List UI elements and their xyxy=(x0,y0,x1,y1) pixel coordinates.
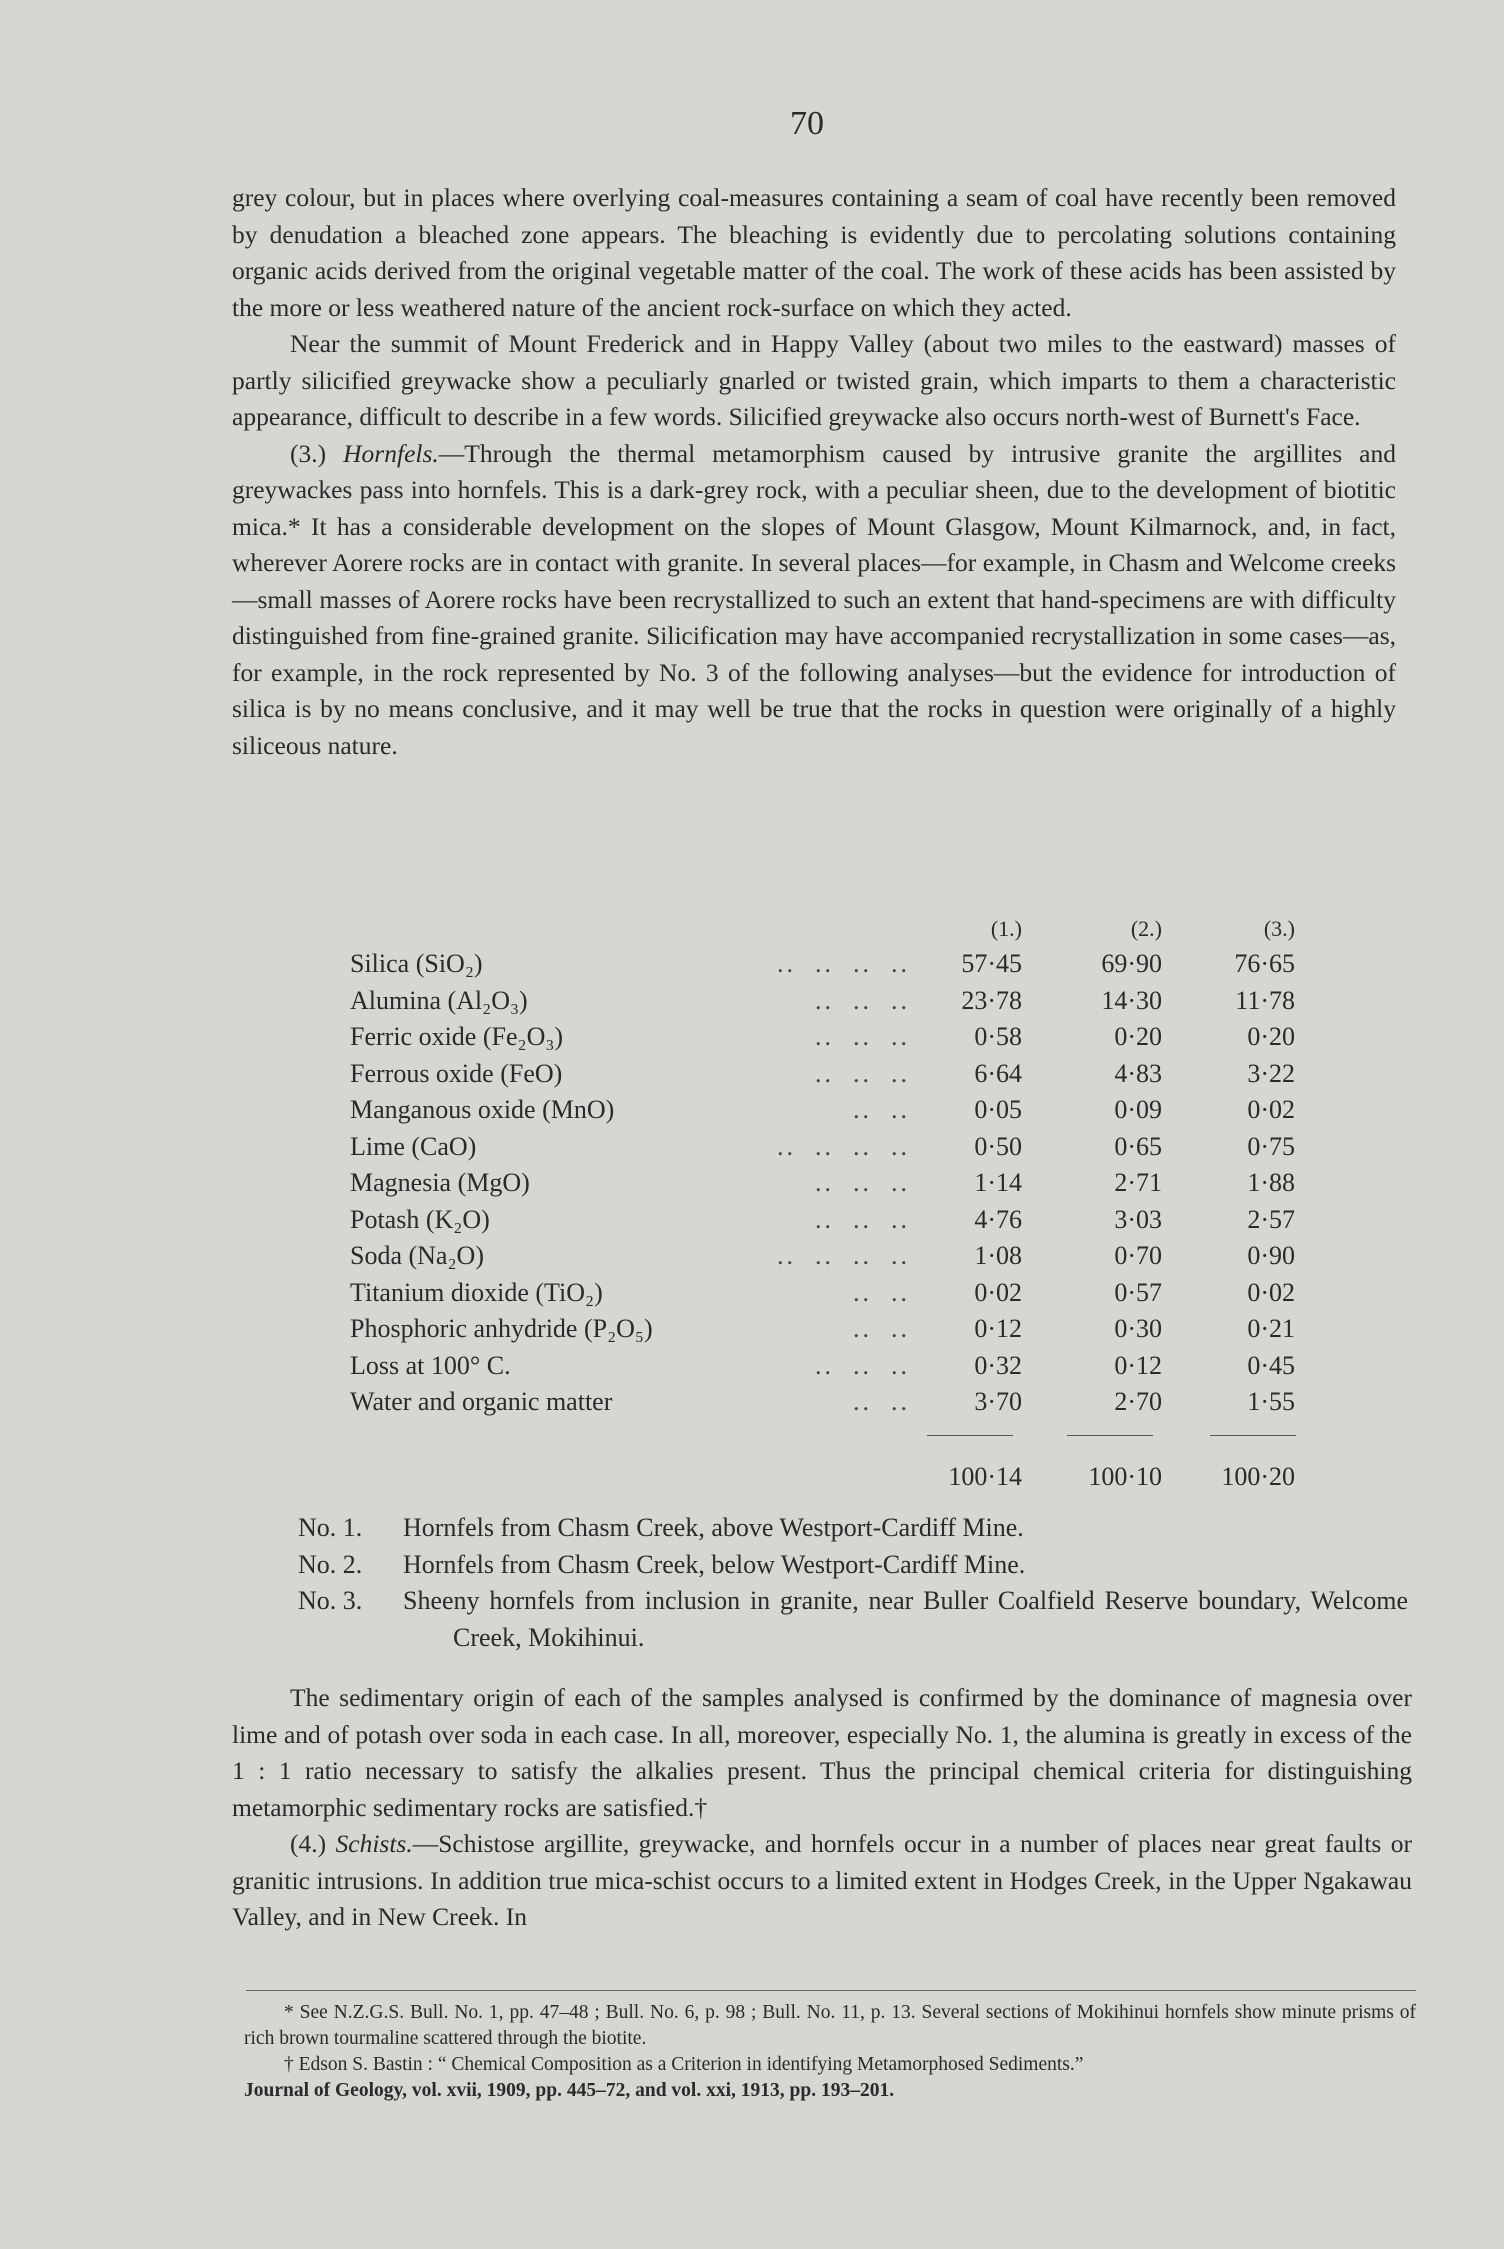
paragraph-hornfels xyxy=(232,436,1396,765)
value-sample-1: 57·45 xyxy=(961,949,1022,978)
sample-note-text: Hornfels from Chasm Creek, below Westport-Cardiff Mine. xyxy=(403,1549,1026,1579)
table-totals xyxy=(350,1459,1300,1496)
value-sample-1: 0·02 xyxy=(974,1277,1022,1307)
leader-dots: .. .. .. .. xyxy=(777,949,910,978)
constituent-name: Loss at 100° C. xyxy=(350,1350,511,1380)
sample-note-text: Sheeny hornfels from inclusion in granite, near Buller Coalfield Reserve boundary, Welcome Creek, Mokihinui. xyxy=(403,1586,1408,1652)
value-sample-2: 0·30 xyxy=(1114,1314,1162,1343)
value-sample-1: 0·58 xyxy=(974,1022,1022,1051)
value-sample-1: 6·64 xyxy=(974,1058,1022,1088)
sum-rule xyxy=(1067,1435,1153,1436)
table-row xyxy=(350,1129,1300,1166)
value-sample-2: 4·83 xyxy=(1114,1058,1162,1088)
schists-number: (4.) xyxy=(290,1829,327,1858)
column-header-3: (3.) xyxy=(1263,916,1295,941)
constituent-name: Titanium dioxide (TiO₂) xyxy=(350,1277,603,1307)
value-sample-2: 0·12 xyxy=(1114,1350,1162,1380)
sample-note-text: Hornfels from Chasm Creek, above Westport-Cardiff Mine. xyxy=(403,1513,1024,1542)
constituent-name: Potash (K₂O) xyxy=(350,1204,490,1234)
value-sample-3: 0·90 xyxy=(1247,1241,1295,1270)
sample-note xyxy=(298,1510,1408,1547)
value-sample-2: 2·71 xyxy=(1114,1168,1162,1197)
sample-note xyxy=(298,1547,1408,1584)
column-header-1: (1.) xyxy=(990,916,1022,941)
value-sample-1: 23·78 xyxy=(961,985,1022,1015)
value-sample-1: 4·76 xyxy=(974,1204,1022,1234)
constituent-name: Magnesia (MgO) xyxy=(350,1168,530,1197)
value-sample-2: 14·30 xyxy=(1101,985,1162,1015)
leader-dots: .. .. .. .. xyxy=(777,1241,910,1270)
value-sample-3: 0·75 xyxy=(1247,1131,1295,1161)
paragraph-silicified-greywacke: Near the summit of Mount Frederick and in Happy Valley (about two miles to the eastward) masses of partly silicified greywacke show a peculiarly gnarled or twisted grain, which imparts to them a characteristic appearance, difficult to describe in a few words. Silicified greywacke also occurs north-west of Burnett's Face. xyxy=(232,329,1396,431)
constituent-name: Alumina (Al₂O₃) xyxy=(350,985,528,1015)
table-body xyxy=(350,946,1300,1421)
leader-dots: .. .. .. xyxy=(815,1022,910,1051)
table-row xyxy=(350,1238,1300,1275)
schists-text: —Schistose argillite, greywacke, and hornfels occur in a number of places near great faults or granitic intrusions. In addition true mica-schist occurs to a limited extent in Hodges Creek, in the Upper Ngakawau Valley, and in New Creek. In xyxy=(232,1829,1412,1931)
footnote-dagger-citation: Journal of Geology, vol. xvii, 1909, pp. 445–72, and vol. xxi, 1913, pp. 193–201. xyxy=(244,2080,895,2101)
paragraph-schists xyxy=(232,1826,1412,1936)
value-sample-2: 69·90 xyxy=(1101,949,1162,978)
closing-text xyxy=(232,1680,1412,1936)
leader-dots: .. .. .. xyxy=(815,1204,910,1234)
value-sample-1: 3·70 xyxy=(974,1387,1022,1416)
paragraph-sedimentary-origin: The sedimentary origin of each of the samples analysed is confirmed by the dominance of magnesia over lime and of potash over soda in each case. In all, moreover, especially No. 1, the alumina is greatly in excess of the 1 : 1 ratio necessary to satisfy the alkalies present. Thus the principal chemical criteria for distinguishing metamorphic sedimentary rocks are satisfied.† xyxy=(232,1683,1412,1822)
value-sample-1: 1·14 xyxy=(974,1168,1022,1197)
sum-rules xyxy=(350,1421,1300,1449)
analysis-table xyxy=(350,912,1300,1495)
table-row xyxy=(350,1348,1300,1385)
value-sample-3: 0·02 xyxy=(1247,1277,1295,1307)
value-sample-1: 0·32 xyxy=(974,1350,1022,1380)
constituent-name: Phosphoric anhydride (P₂O₅) xyxy=(350,1314,653,1343)
leader-dots: .. .. .. xyxy=(815,1058,910,1088)
table-row xyxy=(350,1384,1300,1421)
sample-note-number: No. 2. xyxy=(298,1549,363,1579)
total-1: 100·14 xyxy=(948,1461,1022,1491)
sample-note xyxy=(298,1583,1408,1656)
value-sample-1: 0·50 xyxy=(974,1131,1022,1161)
value-sample-3: 1·55 xyxy=(1247,1387,1295,1416)
column-header-2: (2.) xyxy=(1130,916,1162,941)
constituent-name: Lime (CaO) xyxy=(350,1131,477,1161)
table-row xyxy=(350,1311,1300,1348)
value-sample-1: 0·05 xyxy=(974,1095,1022,1124)
value-sample-3: 0·21 xyxy=(1247,1314,1295,1343)
sample-note-number: No. 1. xyxy=(298,1513,363,1542)
hornfels-number: (3.) xyxy=(290,438,327,468)
leader-dots: .. .. xyxy=(853,1314,910,1343)
value-sample-3: 2·57 xyxy=(1247,1204,1295,1234)
leader-dots: .. .. xyxy=(853,1277,910,1307)
sample-notes xyxy=(298,1510,1408,1656)
constituent-name: Manganous oxide (MnO) xyxy=(350,1095,615,1124)
leader-dots: .. .. .. xyxy=(815,1168,910,1197)
leader-dots: .. .. xyxy=(853,1387,910,1416)
table-row xyxy=(350,1092,1300,1129)
footnote-asterisk: * See N.Z.G.S. Bull. No. 1, pp. 47–48 ; Bull. No. 6, p. 98 ; Bull. No. 11, p. 13. Several sections of Mokihinui hornfels show minute prisms of rich brown tourmaline scattered through the biotite. xyxy=(244,2002,1416,2049)
intro-text xyxy=(232,180,1396,764)
leader-dots: .. .. .. xyxy=(815,1350,910,1380)
value-sample-3: 0·02 xyxy=(1247,1095,1295,1124)
value-sample-1: 1·08 xyxy=(974,1241,1022,1270)
value-sample-2: 0·57 xyxy=(1114,1277,1162,1307)
value-sample-3: 0·45 xyxy=(1247,1350,1295,1380)
footnotes xyxy=(244,2000,1416,2104)
table-row xyxy=(350,946,1300,983)
value-sample-3: 1·88 xyxy=(1247,1168,1295,1197)
paragraph-bleaching: grey colour, but in places where overlying coal-measures containing a seam of coal have recently been removed by denudation a bleached zone appears. The bleaching is evidently due to percolating solutions containing organic acids derived from the original vegetable matter of the coal. The work of these acids has been assisted by the more or less weathered nature of the ancient rock-surface on which they acted. xyxy=(232,183,1396,322)
constituent-name: Ferric oxide (Fe₂O₃) xyxy=(350,1022,564,1051)
table-row xyxy=(350,1019,1300,1056)
value-sample-2: 0·09 xyxy=(1114,1095,1162,1124)
leader-dots: .. .. .. .. xyxy=(777,1131,910,1161)
footnote-dagger: † Edson S. Bastin : “ Chemical Composition as a Criterion in identifying Metamorphosed Sediments.” xyxy=(284,2054,1084,2075)
leader-dots: .. .. .. xyxy=(777,985,910,1015)
footnote-divider xyxy=(246,1990,1416,1991)
value-sample-1: 0·12 xyxy=(974,1314,1022,1343)
value-sample-2: 2·70 xyxy=(1114,1387,1162,1416)
constituent-name: Silica (SiO₂) xyxy=(350,949,483,978)
total-2: 100·10 xyxy=(1088,1461,1162,1491)
value-sample-3: 3·22 xyxy=(1247,1058,1295,1088)
table-row xyxy=(350,1202,1300,1239)
page-number: 70 xyxy=(790,105,824,142)
table-row xyxy=(350,1056,1300,1093)
table-header xyxy=(350,912,1300,946)
value-sample-3: 76·65 xyxy=(1234,949,1295,978)
constituent-name: Water and organic matter xyxy=(350,1387,613,1416)
table-row xyxy=(350,983,1300,1020)
table-row xyxy=(350,1165,1300,1202)
table-row xyxy=(350,1275,1300,1312)
sum-rule xyxy=(927,1435,1013,1436)
value-sample-3: 0·20 xyxy=(1247,1022,1295,1051)
value-sample-2: 0·65 xyxy=(1114,1131,1162,1161)
constituent-name: Ferrous oxide (FeO) xyxy=(350,1058,563,1088)
hornfels-text: —Through the thermal metamorphism caused by intrusive granite the argillites and greywackes pass into hornfels. This is a dark-grey rock, with a peculiar sheen, due to the development of biotitic mica.* It has a considerable development on the slopes of Mount Glasgow, Mount Kilmarnock, and, in fact, wherever Aorere rocks are in contact with granite. In several places—for example, in Chasm and Welcome creeks—small masses of Aorere rocks have been recrystallized to such an extent that hand-specimens are with difficulty distinguished from fine-grained granite. Silicification may have accompanied recrystallization in some cases—as, for example, in the rock represented by No. 3 of the following analyses—but the evidence for introduction of silica is by no means conclusive, and it may well be true that the rocks in question were originally of a highly siliceous nature. xyxy=(232,438,1396,760)
leader-dots: .. .. xyxy=(853,1095,910,1124)
value-sample-2: 3·03 xyxy=(1114,1204,1162,1234)
total-3: 100·20 xyxy=(1221,1461,1295,1491)
schists-heading: Schists. xyxy=(335,1829,413,1858)
value-sample-2: 0·20 xyxy=(1114,1022,1162,1051)
sample-note-number: No. 3. xyxy=(298,1586,363,1615)
value-sample-3: 11·78 xyxy=(1235,985,1295,1015)
value-sample-2: 0·70 xyxy=(1114,1241,1162,1270)
constituent-name: Soda (Na₂O) xyxy=(350,1241,484,1270)
sum-rule xyxy=(1210,1435,1296,1436)
hornfels-heading: Hornfels. xyxy=(343,438,439,468)
